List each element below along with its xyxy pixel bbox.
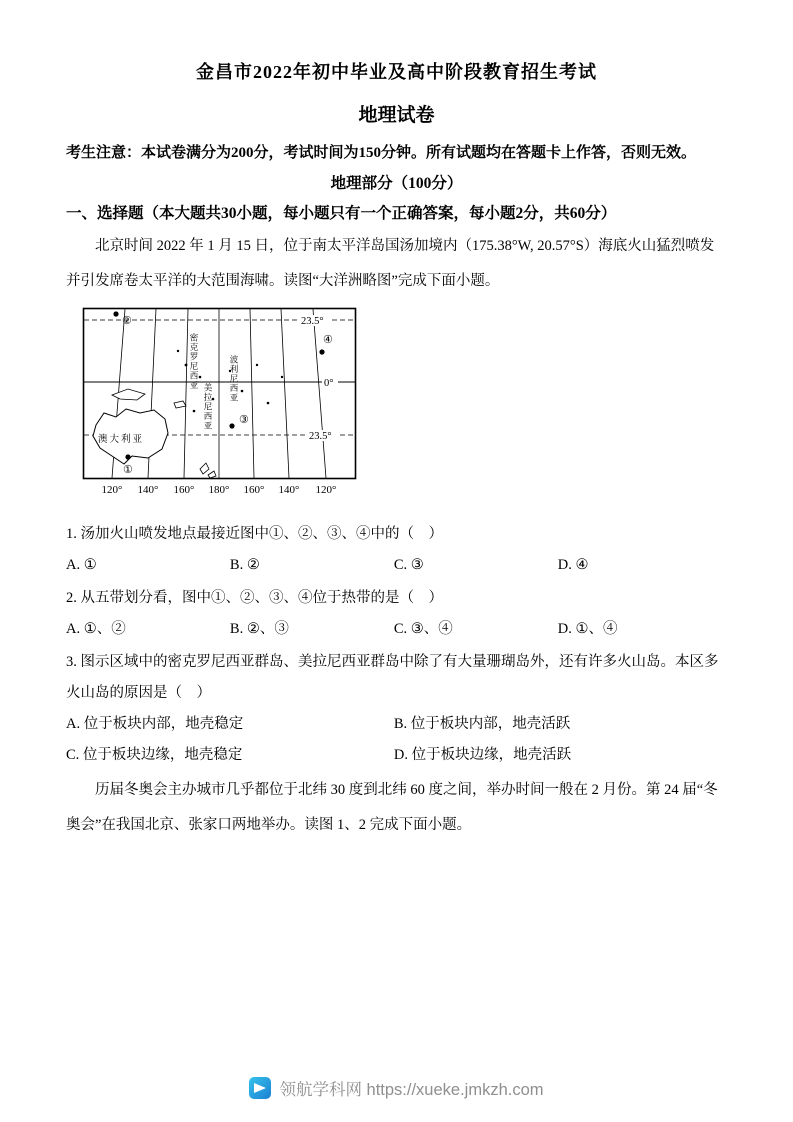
svg-text:140°: 140° [137,484,159,496]
svg-text:160°: 160° [243,484,265,496]
intro-paragraph-2: 历届冬奥会主办城市几乎都位于北纬 30 度到北纬 60 度之间，举办时间一般在 2 月份。第 24 届“冬奥会”在我国北京、张家口两地举办。读图 1、2 完成下面小题。 [66,782,718,833]
svg-text:140°: 140° [278,484,300,496]
footer [0,1076,793,1100]
option-d: D. 位于板块边缘，地壳活跃 [393,747,572,763]
candidate-notice: 考生注意：本试卷满分为200分，考试时间为150分钟。所有试题均在答题卡上作答，否则无效。 [66,145,697,161]
section-header: 地理部分（100分） [330,175,463,192]
oceania-map-figure [82,307,727,505]
point-2-dot [113,311,118,316]
svg-text:160°: 160° [173,484,195,496]
option-a: A. 位于板块内部，地壳稳定 [66,716,244,732]
question-2-text: 2. 从五带划分看，图中①、②、③、④位于热带的是（ ） [66,590,443,606]
australia-label: 澳大利亚 [98,435,145,445]
intro-paragraph-1: 北京时间 2022 年 1 月 15 日，位于南太平洋岛国汤加境内（175.38°W, 20.57°S）海底火山猛烈喷发并引发席卷太平洋的大范围海啸。读图“大洋洲略图”完成下面小题。 [66,238,715,289]
latitude-label-equator: 0° [324,378,334,389]
footer-site-link[interactable]: 领航学科网 https://xueke.jmkzh.com [279,1081,544,1099]
option-a: A. ①、② [66,621,126,637]
option-c: C. ③、④ [393,621,453,637]
question-1 [66,519,727,581]
latitude-label-tropic-south: 23.5° [309,431,332,442]
point-3-label: ③ [239,414,249,426]
polynesia-label: 波利尼西亚 [229,355,239,403]
point-3-dot [229,423,234,428]
svg-text:120°: 120° [315,484,337,496]
point-1-label: ① [123,464,133,476]
question-3-options [66,709,727,771]
exam-title: 金昌市2022年初中毕业及高中阶段教育招生考试 [196,62,597,82]
question-2 [66,583,727,645]
option-c: C. 位于板块边缘，地壳稳定 [66,747,243,763]
option-d: D. ④ [557,557,589,573]
svg-text:180°: 180° [208,484,230,496]
option-b: B. ②、③ [229,621,289,637]
point-4-label: ④ [323,334,333,346]
option-d: D. ①、④ [557,621,618,637]
longitude-labels [102,484,337,496]
oceania-map [82,307,368,505]
latitude-label-tropic-north: 23.5° [301,316,324,327]
micronesia-label: 密克罗尼西亚 [189,333,199,390]
point-2-label: ② [122,315,132,327]
question-2-options [66,614,727,645]
question-3 [66,647,727,771]
option-c: C. ③ [393,557,424,573]
svg-text:120°: 120° [101,484,123,496]
option-b: B. ② [229,557,260,573]
part1-header: 一、选择题（本大题共30小题，每小题只有一个正确答案，每小题2分，共60分） [66,205,617,222]
melanesia-label: 美拉尼西亚 [203,383,213,431]
exam-subtitle: 地理试卷 [358,105,435,126]
point-1-dot [125,454,130,459]
question-3-text: 3. 图示区域中的密克罗尼西亚群岛、美拉尼西亚群岛中除了有大量珊瑚岛外，还有许多火山岛。本区多火山岛的原因是（ ） [66,654,719,701]
option-b: B. 位于板块内部，地壳活跃 [393,716,571,732]
option-a: A. ① [66,557,97,573]
point-4-dot [319,349,324,354]
site-logo-icon [249,1077,271,1099]
question-1-text: 1. 汤加火山喷发地点最接近图中①、②、③、④中的（ ） [66,526,443,542]
question-1-options [66,550,727,581]
